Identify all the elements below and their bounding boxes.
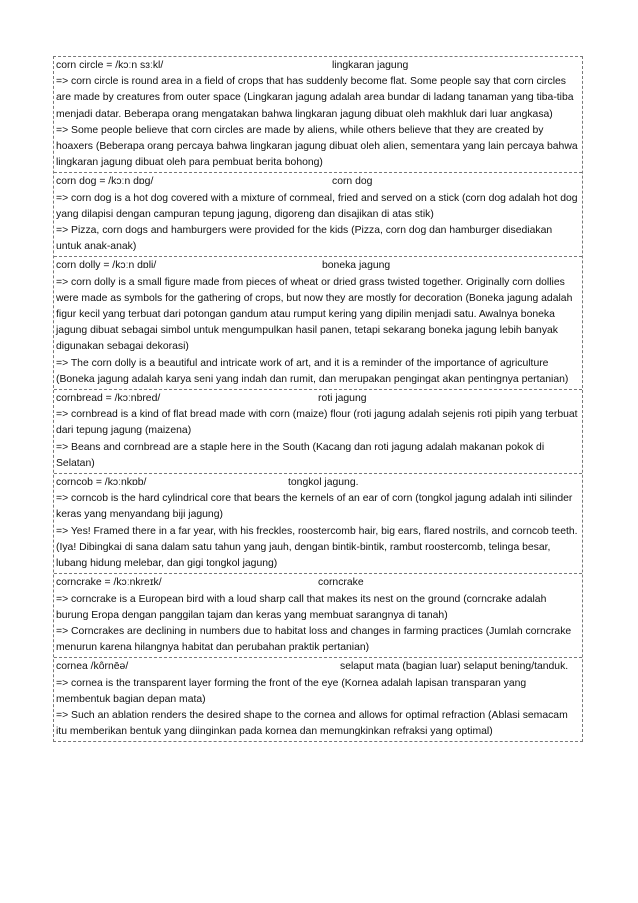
entry-header bbox=[56, 58, 580, 74]
entry-translation: boneka jagung bbox=[322, 260, 391, 272]
entry-example: => Corncrakes are declining in numbers due to habitat loss and changes in farming practices (Jumlah corncrake menurun karena hilangnya habitat dan perubahan praktik pertanian) bbox=[56, 625, 572, 654]
entry-definition: => corncrake is a European bird with a loud sharp call that makes its nest on the ground (corncrake adalah burung Eropa dengan panggilan tajam dan keras yang membuat sarangnya di tanah) bbox=[56, 593, 547, 621]
entry-definition: => cornea is the transparent layer forming the front of the eye (Kornea adalah lapisan transparan yang membentuk bagian depan mata) bbox=[56, 677, 527, 705]
entry-translation: tongkol jagung. bbox=[288, 477, 359, 489]
entry-header bbox=[56, 475, 580, 491]
entry-header bbox=[56, 258, 580, 274]
entry-term: corn circle = /kɔːn sɜːkl/ bbox=[56, 60, 164, 71]
entry-example: => Such an ablation renders the desired shape to the cornea and allows for optimal refraction (Ablasi semacam itu memberikan bentuk yang diinginkan pada kornea dan memungkinkan refraksi yang optimal) bbox=[56, 709, 568, 738]
entry-header bbox=[56, 391, 580, 407]
entry-translation: corncrake bbox=[318, 577, 364, 589]
entry-definition: => cornbread is a kind of flat bread made with corn (maize) flour (roti jagung adalah sejenis roti pipih yang terbuat dari tepung jagung (maizena) bbox=[56, 409, 578, 437]
entry-term: corn dolly = /kɔːn dɒli/ bbox=[56, 260, 157, 272]
entry-term: corn dog = /kɔːn dɒg/ bbox=[56, 176, 154, 188]
entry-term: corncob = /kɔːnkɒb/ bbox=[56, 477, 147, 489]
entry-example: => Some people believe that corn circles are made by aliens, while others believe that they are created by hoaxers (Beberapa orang percaya bahwa lingkaran jagung dibuat oleh alien, sementara yang lain percaya bahwa lingkaran jagung dibuat oleh para pembuat berita bohong) bbox=[56, 124, 578, 169]
entry-translation: roti jagung bbox=[318, 393, 367, 405]
entry-translation: lingkaran jagung bbox=[332, 60, 409, 71]
entry-definition: => corn circle is round area in a field of crops that has suddenly become flat. Some people say that corn circles are made by creatures from outer space (Lingkaran jagung adalah area bundar di ladang tanaman yang tiba-tiba menjadi datar. Beberapa orang mengatakan bahwa lingkaran jagung dibuat oleh makhluk dari luar angkasa) bbox=[56, 76, 574, 120]
entry-corncob bbox=[54, 473, 582, 573]
entry-corn-dog bbox=[54, 172, 582, 256]
entry-example: => Beans and cornbread are a staple here in the South (Kacang dan roti jagung adalah makanan pokok di Selatan) bbox=[56, 441, 545, 469]
vocabulary-table bbox=[53, 56, 583, 742]
entry-example: => The corn dolly is a beautiful and intricate work of art, and it is a reminder of the importance of agriculture (Boneka jagung adalah karya seni yang indah dan rumit, dan merupakan pengingat akan pentingnya pertanian) bbox=[56, 357, 569, 385]
entry-example: => Yes! Framed there in a far year, with his freckles, roostercomb hair, big ears, flared nostrils, and corncob teeth. (Iya! Dibingkai di sana dalam satu tahun yang jauh, dengan bintik-bintik, rambut roostercomb, telinga besar, lubang hidung melebar, dan gigi tongkol jagung) bbox=[56, 525, 578, 570]
entry-definition: => corncob is the hard cylindrical core that bears the kernels of an ear of corn (tongkol jagung adalah inti silinder keras yang menyandang biji jagung) bbox=[56, 493, 573, 521]
entry-translation: corn dog bbox=[332, 176, 373, 188]
entry-translation: selaput mata (bagian luar) selaput bening/tanduk. bbox=[340, 661, 569, 673]
entry-term: cornbread = /kɔːnbred/ bbox=[56, 393, 161, 405]
entry-header bbox=[56, 575, 580, 591]
entry-header bbox=[56, 174, 580, 190]
entry-cornbread bbox=[54, 389, 582, 473]
entry-corncrake bbox=[54, 573, 582, 657]
entry-term: corncrake = /kɔːnkreɪk/ bbox=[56, 577, 162, 589]
entry-term: cornea /kôrnēə/ bbox=[56, 661, 129, 673]
entry-definition: => corn dolly is a small figure made from pieces of wheat or dried grass twisted together. Originally corn dollies were made as symbols for the gathering of crops, but now they are mostly for decoration (Boneka jagung adalah figur kecil yang terbuat dari potongan gandum atau rumput kering yang dipilin menjadi satu. Awalnya boneka jagung dibuat sebagai simbol untuk mengumpulkan hasil panen, tetapi sekarang boneka jagung lebih banyak digunakan sebagai dekorasi) bbox=[56, 276, 573, 353]
entry-corn-circle bbox=[54, 57, 582, 172]
entry-definition: => corn dog is a hot dog covered with a mixture of cornmeal, fried and served on a stick (corn dog adalah hot dog yang dilapisi dengan campuran tepung jagung, digoreng dan disajikan di atas stik) bbox=[56, 192, 578, 220]
entry-header bbox=[56, 659, 580, 675]
entry-example: => Pizza, corn dogs and hamburgers were provided for the kids (Pizza, corn dog dan hamburger disediakan untuk anak-anak) bbox=[56, 225, 553, 253]
entry-corn-dolly bbox=[54, 256, 582, 389]
entry-cornea bbox=[54, 657, 582, 741]
